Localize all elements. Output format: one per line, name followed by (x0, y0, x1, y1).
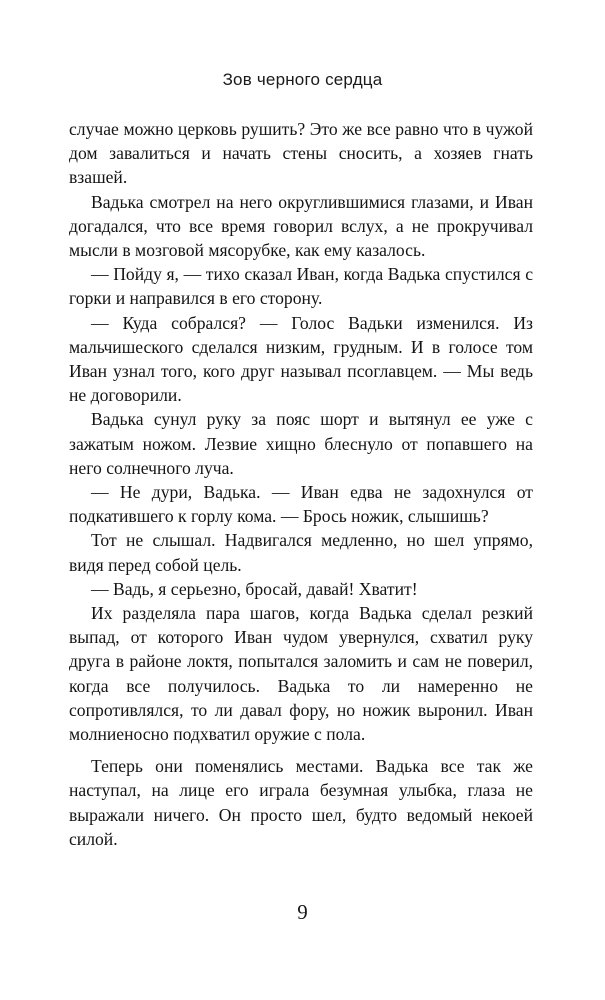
paragraph: Тот не слышал. Надвигался медленно, но шел упрямо, видя перед собой цель. (69, 530, 533, 575)
paragraph: Вадька сунул руку за пояс шорт и вытянул ее уже с зажатым ножом. Лезвие хищно блеснуло от попавшего на него солнечного луча. (69, 409, 533, 478)
running-head: Зов черного сердца (222, 70, 383, 89)
page-number: 9 (297, 900, 308, 924)
paragraph: Их разделяла пара шагов, когда Вадька сделал резкий выпад, от которого Иван чудом увернулся, схватил руку друга в районе локтя, попытался заломить и сам не поверил, когда все получилось. Вадька то ли намеренно не сопротивлялся, то ли давал фору, но ножик выронил. Иван молниеносно подхватил оружие с пола. (69, 603, 533, 745)
paragraph-dialogue: — Куда собрался? — Голос Вадьки изменился. Из мальчишеского сделался низким, грудным. И в голосе том Иван узнал того, кого друг называл псоглавцем. — Мы ведь не договорили. (69, 312, 533, 406)
paragraph: Теперь они поменялись местами. Вадька все так же наступал, на лице его играла безумная улыбка, глаза не выражали ничего. Он просто шел, будто ведомый некоей силой. (69, 756, 533, 849)
paragraph: Вадька смотрел на него округлившимися глазами, и Иван догадался, что все время говорил вслух, а не прокручивал мысли в мозговой мясорубке, как ему казалось. (69, 191, 533, 261)
paragraph-dialogue: — Не дури, Вадька. — Иван едва не задохнулся от подкатившего к горлу кома. — Брось ножик, слышишь? (69, 482, 533, 527)
paragraph-continuation: случае можно церковь рушить? Это же все равно что в чужой дом завалиться и начать стены сносить, а хозяев гнать взашей. (69, 119, 533, 188)
body-text (69, 117, 533, 851)
paragraph-dialogue: — Вадь, я серьезно, бросай, давай! Хватит! (91, 578, 418, 599)
paragraph-dialogue: — Пойду я, — тихо сказал Иван, когда Вадька спустился с горки и направился в его сторону. (69, 264, 533, 309)
